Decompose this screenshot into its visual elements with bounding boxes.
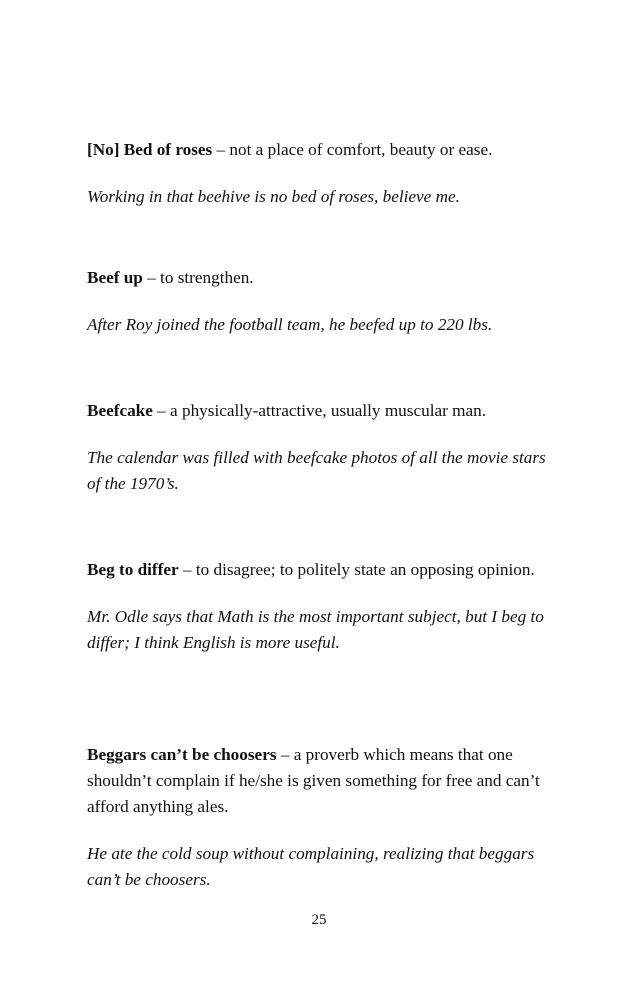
- idiom-term: Beef up: [87, 268, 143, 287]
- idiom-definition: – a proverb which means that one shouldn’t complain if he/she is given something for free and can’t afford anything ales.: [87, 745, 540, 816]
- idiom-entry: [87, 265, 557, 338]
- idiom-definition: – to strengthen.: [142, 268, 254, 287]
- idiom-entry: [87, 742, 557, 893]
- page-number: 25: [311, 912, 327, 928]
- idiom-definition: – a physically-attractive, usually muscular man.: [152, 401, 487, 420]
- idiom-entry: [87, 398, 557, 497]
- idiom-definition-line: [87, 137, 557, 163]
- idiom-entry: [87, 557, 557, 656]
- idiom-example: The calendar was filled with beefcake photos of all the movie stars of the 1970’s.: [87, 448, 546, 493]
- idiom-definition-line: [87, 742, 557, 820]
- idiom-definition-line: [87, 265, 557, 291]
- idiom-definition: – to disagree; to politely state an opposing opinion.: [178, 560, 535, 579]
- idiom-definition-line: [87, 557, 557, 583]
- idiom-term: Beggars can’t be choosers: [87, 745, 277, 764]
- idiom-term: Beefcake: [87, 401, 153, 420]
- idiom-term: [No] Bed of roses: [87, 140, 213, 159]
- idiom-term: Beg to differ: [87, 560, 179, 579]
- idiom-example: Mr. Odle says that Math is the most important subject, but I beg to differ; I think English is more useful.: [87, 607, 544, 652]
- idiom-example: Working in that beehive is no bed of roses, believe me.: [87, 187, 460, 206]
- idiom-example: He ate the cold soup without complaining, realizing that beggars can’t be choosers.: [87, 844, 535, 889]
- idiom-definition: – not a place of comfort, beauty or ease.: [212, 140, 493, 159]
- idiom-example: After Roy joined the football team, he beefed up to 220 lbs.: [87, 315, 493, 334]
- idiom-definition-line: [87, 398, 557, 424]
- idiom-entry: [87, 137, 557, 210]
